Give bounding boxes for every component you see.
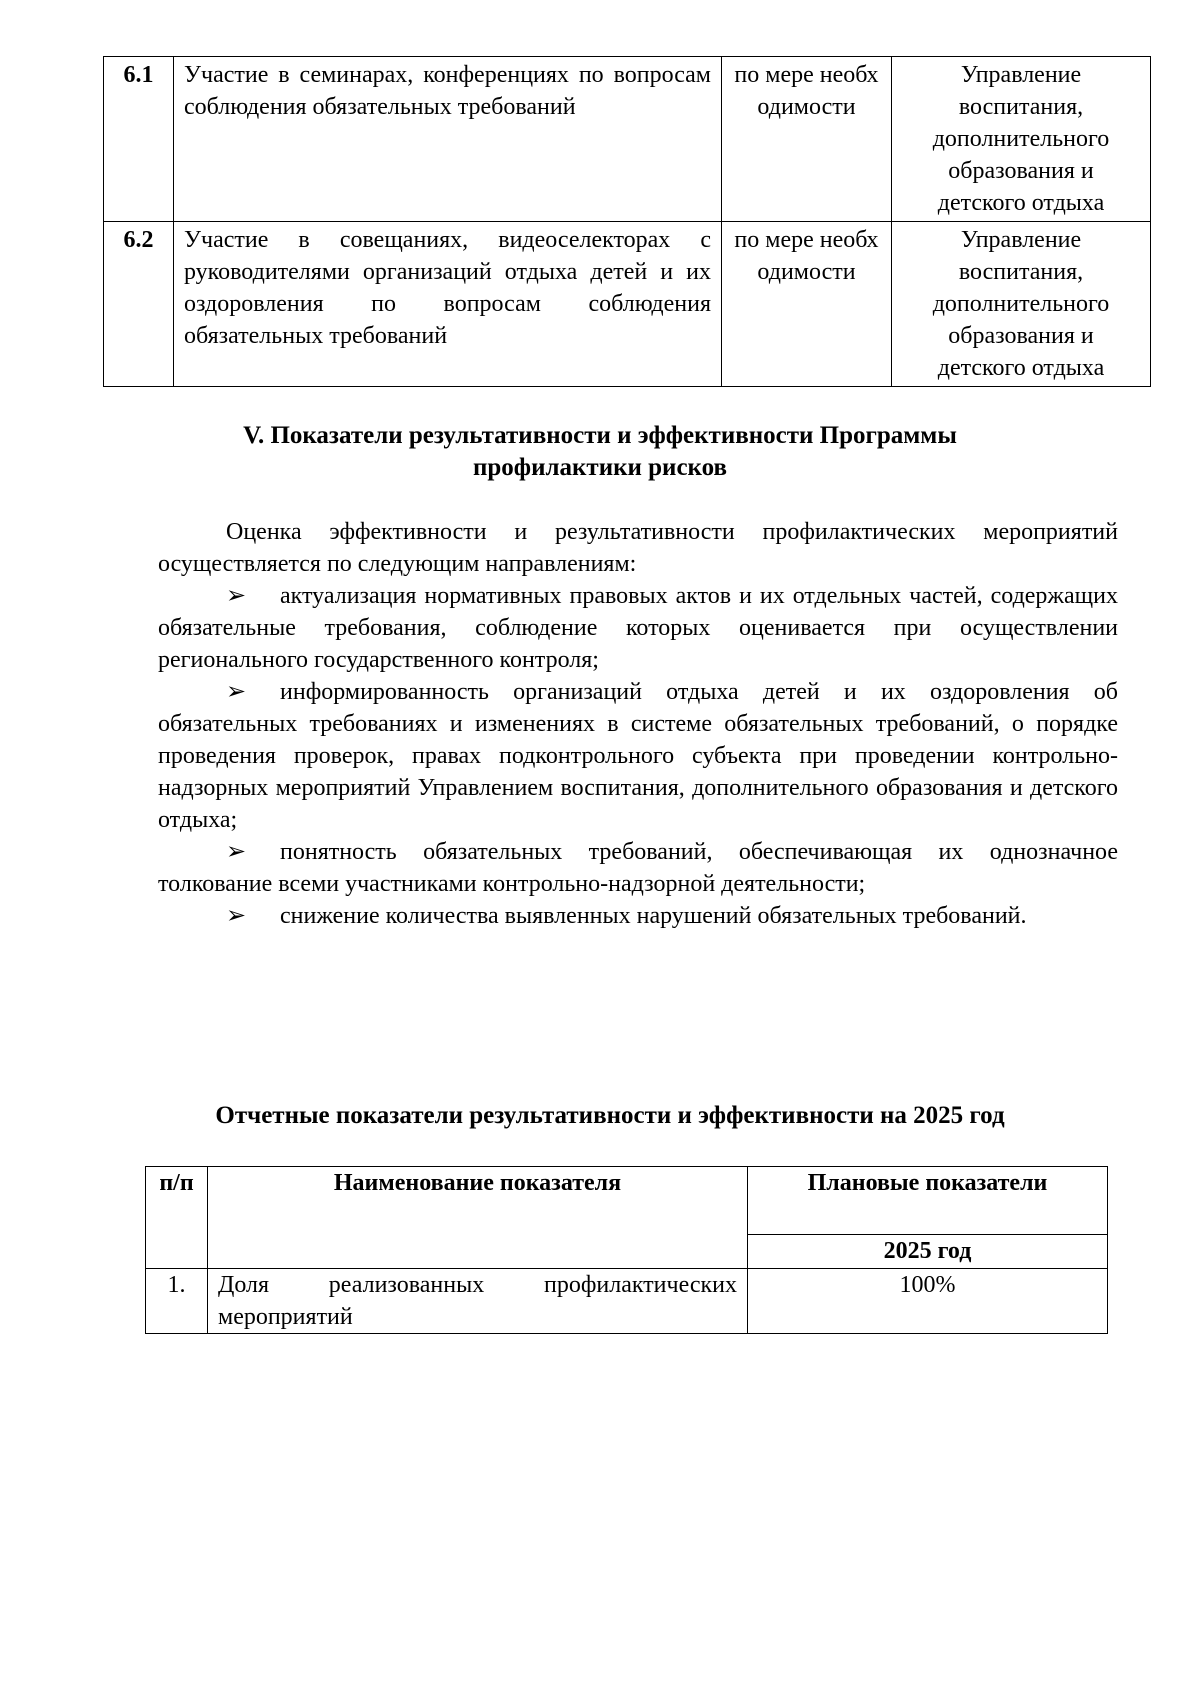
bullet-text: актуализация нормативных правовых актов и их отдельных частей, содержащих обязательные требования, соблюдение которых оценивается при осуществлении регионального государственного контроля; [158,583,1118,673]
section-heading [150,420,1050,484]
event-description: Участие в семинарах, конференциях по вопросам соблюдения обязательных требований [174,57,722,222]
row-number: 6.1 [104,57,174,222]
row-number: 1. [146,1269,208,1334]
column-header-number: п/п [146,1167,208,1269]
column-header-plan: Плановые показатели [748,1167,1108,1235]
bullet-item [158,580,1118,676]
bullet-item [158,900,1118,932]
event-period: по мере необходимости [722,57,892,222]
section-heading-line: V. Показатели результативности и эффективности Программы [243,422,957,449]
arrow-bullet-icon: ➢ [226,583,247,609]
section-heading-line: профилактики рисков [472,454,728,481]
arrow-bullet-icon: ➢ [226,839,247,865]
event-responsible: Управление воспитания, дополнительного образования и детского отдыха [892,57,1151,222]
events-table [103,56,1151,387]
arrow-bullet-icon: ➢ [226,679,247,705]
column-header-name: Наименование показателя [208,1167,748,1269]
row-number: 6.2 [104,222,174,387]
bullet-text: информированность организаций отдыха детей и их оздоровления об обязательных требованиях и изменениях в системе обязательных требований, о порядке проведения проверок, правах подконтрольного субъекта при проведении контрольно-надзорных мероприятий Управлением воспитания, дополнительного образования и детского отдыха; [158,679,1118,833]
event-period: по мере необходимости [722,222,892,387]
indicators-table-title: Отчетные показатели результативности и эффективности на 2025 год [215,1102,1005,1129]
bullet-item [158,676,1118,836]
table-row [104,222,1151,387]
column-header-year: 2025 год [748,1235,1108,1269]
intro-paragraph: Оценка эффективности и результативности профилактических мероприятий осуществляется по следующим направлениям: [158,519,1118,577]
section-body [158,516,1118,932]
bullet-text: понятность обязательных требований, обеспечивающая их однозначное толкование всеми участниками контрольно-надзорной деятельности; [158,839,1118,897]
indicators-table [145,1166,1108,1334]
table-row [104,57,1151,222]
table-header-row [146,1167,1108,1235]
bullet-item [158,836,1118,900]
event-description: Участие в совещаниях, видеоселекторах с руководителями организаций отдыха детей и их оздоровления по вопросам соблюдения обязательных требований [174,222,722,387]
event-responsible: Управление воспитания, дополнительного образования и детского отдыха [892,222,1151,387]
indicator-name: Доля реализованных профилактических мероприятий [208,1269,748,1334]
indicator-value: 100% [748,1269,1108,1334]
bullet-text: снижение количества выявленных нарушений обязательных требований. [280,903,1027,929]
arrow-bullet-icon: ➢ [226,903,247,929]
table-row [146,1269,1108,1334]
